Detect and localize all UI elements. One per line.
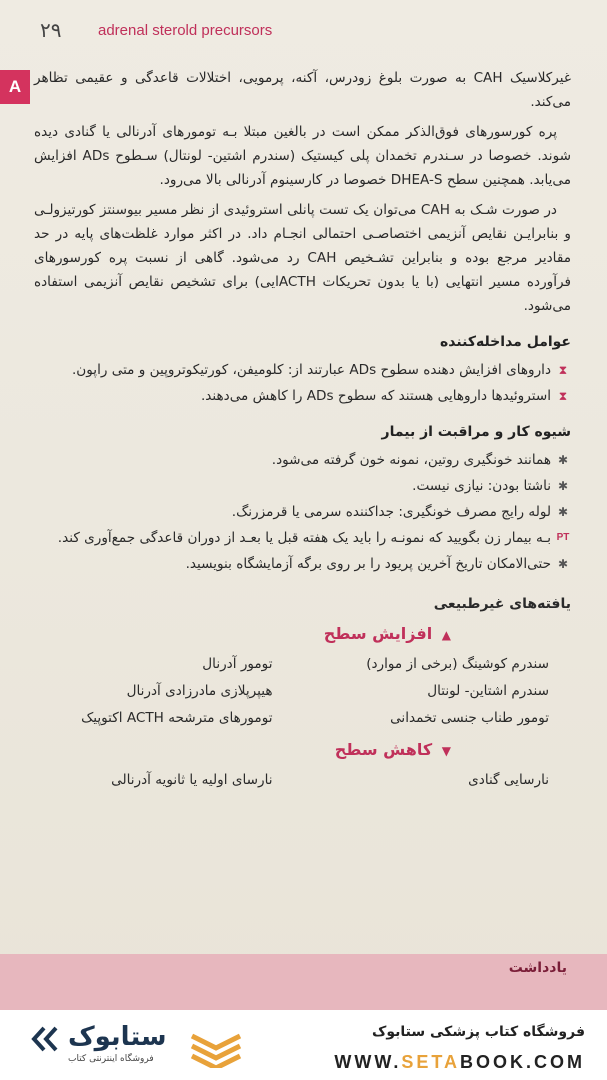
list-item: تومور آدرنال (202, 656, 273, 672)
increased-list (34, 651, 571, 732)
list-item: تومور طناب جنسی تخمدانی (390, 710, 549, 726)
asterisk-icon: ✱ (557, 557, 569, 571)
list-item: سندرم کوشینگ (برخی از موارد) (366, 656, 549, 672)
list-item: سندرم اشتاین- لونتال (427, 683, 549, 699)
pt-badge: PT (556, 532, 570, 543)
list-item: نارسای اولیه یا ثانویه آدرنالی (111, 772, 273, 788)
decreased-column-left (34, 767, 303, 794)
decreased-column-right (303, 767, 572, 794)
increased-column-left (34, 651, 303, 732)
url-prefix: WWW. (334, 1052, 402, 1072)
running-title: adrenal sterold precursors (98, 22, 273, 39)
asterisk-icon: ✱ (557, 453, 569, 467)
list-item-text: لوله رایج مصرف خونگیری: جداکننده سرمی یا قرمزرنگ. (231, 504, 551, 520)
triangle-up-icon: ▲ (441, 628, 451, 642)
list-item: تومورهای مترشحه ACTH اکتوپیک (81, 710, 273, 726)
chapter-tab: A (0, 70, 30, 104)
findings-title: یافته‌های غیرطبیعی (433, 596, 571, 612)
list-item: هیپرپلازی مادرزادی آدرنال (126, 683, 273, 699)
page-number: ۲۹ (40, 18, 62, 42)
intro-paragraph-1: غیرکلاسیک CAH به صورت بلوغ زودرس، آکنه، پرمویی، اختلالات قاعدگی و عقیمی تظاهر می‌کند. (34, 70, 571, 110)
store-name: فروشگاه کتاب پزشکی ستابوک (372, 1024, 585, 1040)
list-item-text: استروئیدها داروهایی هستند که سطوح ADs را کاهش می‌دهند. (200, 388, 551, 404)
logo-subtitle: فروشگاه اینترنتی کتاب (68, 1054, 154, 1064)
decreased-list (34, 767, 571, 794)
list-item (34, 552, 571, 576)
list-item-text: حتی‌الامکان تاریخ آخرین پریود را بر روی برگه آزمایشگاه بنویسید. (185, 556, 551, 572)
book-stack-icon (188, 1028, 244, 1068)
url-suffix: BOOK.COM (460, 1052, 585, 1072)
patient-teaching-item (34, 526, 571, 550)
store-url[interactable] (334, 1052, 585, 1073)
brand-logo[interactable] (28, 1022, 248, 1070)
decreased-label: کاهش سطح (334, 740, 433, 759)
store-footer (0, 1010, 607, 1080)
asterisk-icon: ✱ (557, 479, 569, 493)
increased-heading (34, 622, 571, 647)
logo-text: ستابوک (68, 1022, 167, 1052)
list-item (34, 448, 571, 472)
increased-label: افزایش سطح (323, 624, 433, 643)
page-header (40, 18, 597, 48)
url-highlight: SETA (401, 1052, 460, 1072)
triangle-down-icon: ▼ (441, 744, 451, 758)
decreased-heading (34, 738, 571, 763)
interfering-title: عوامل مداخله‌کننده (440, 334, 571, 350)
chevrons-icon (28, 1024, 62, 1054)
hourglass-icon: ⧗ (558, 363, 568, 377)
list-item (34, 474, 571, 498)
list-item-text: داروهای افزایش دهنده سطوح ADs عبارتند از: کلومیفن، کورتیکوتروپین و متی راپون. (71, 362, 551, 378)
list-item-text: ناشتا بودن: نیازی نیست. (412, 478, 551, 494)
notes-bar (0, 954, 607, 1010)
list-item (34, 384, 571, 408)
notes-label: یادداشت (508, 960, 567, 976)
list-item (34, 500, 571, 524)
list-item-text: بـه بیمار زن بگویید که نمونـه را باید یک هفته قبل یا بعـد از دوران قاعدگی جمع‌آوری کند. (57, 530, 551, 546)
increased-column-right (303, 651, 572, 732)
intro-paragraph-3: در صورت شـک به CAH می‌توان یک تست پانلی استروئیدی از نظر مسیر بیوسنتز کورتیزولـی و بنابرایـن نقایص آنزیمی اختصاصـی احتمالی انجـام داد. در اکثر موارد غلظت‌های پایه در حد مقادیر مرجع بوده و بنابراین تشـخیص CAH رد می‌شود. گاهی از نسبت پره کورسورهای فرآورده مسیر انتهایی (با یا بدون تحریکات ACTHایی) برای تشخیص نقایص آنزیمی استفاده می‌شود. (34, 202, 571, 314)
list-item-text: همانند خونگیری روتین، نمونه خون گرفته می‌شود. (271, 452, 551, 468)
intro-paragraph-2: پره کورسورهای فوق‌الذکر ممکن است در بالغین مبتلا بـه تومورهای آدرنالی یا گنادی دیده شوند. خصوصا در سـندرم تخمدان پلی کیستیک (سندرم اشتین- لونتال) سـطوح ADs افزایش می‌یابد. همچنین سطح DHEA-S خصوصا در کارسینوم آدرنالی بالا می‌رود. (34, 124, 571, 188)
list-item: نارسایی گنادی (468, 772, 549, 788)
care-title: شیوه کار و مراقبت از بیمار (381, 424, 571, 440)
asterisk-icon: ✱ (557, 505, 569, 519)
hourglass-icon: ⧗ (558, 389, 568, 403)
list-item (34, 358, 571, 382)
page-content (34, 66, 571, 794)
